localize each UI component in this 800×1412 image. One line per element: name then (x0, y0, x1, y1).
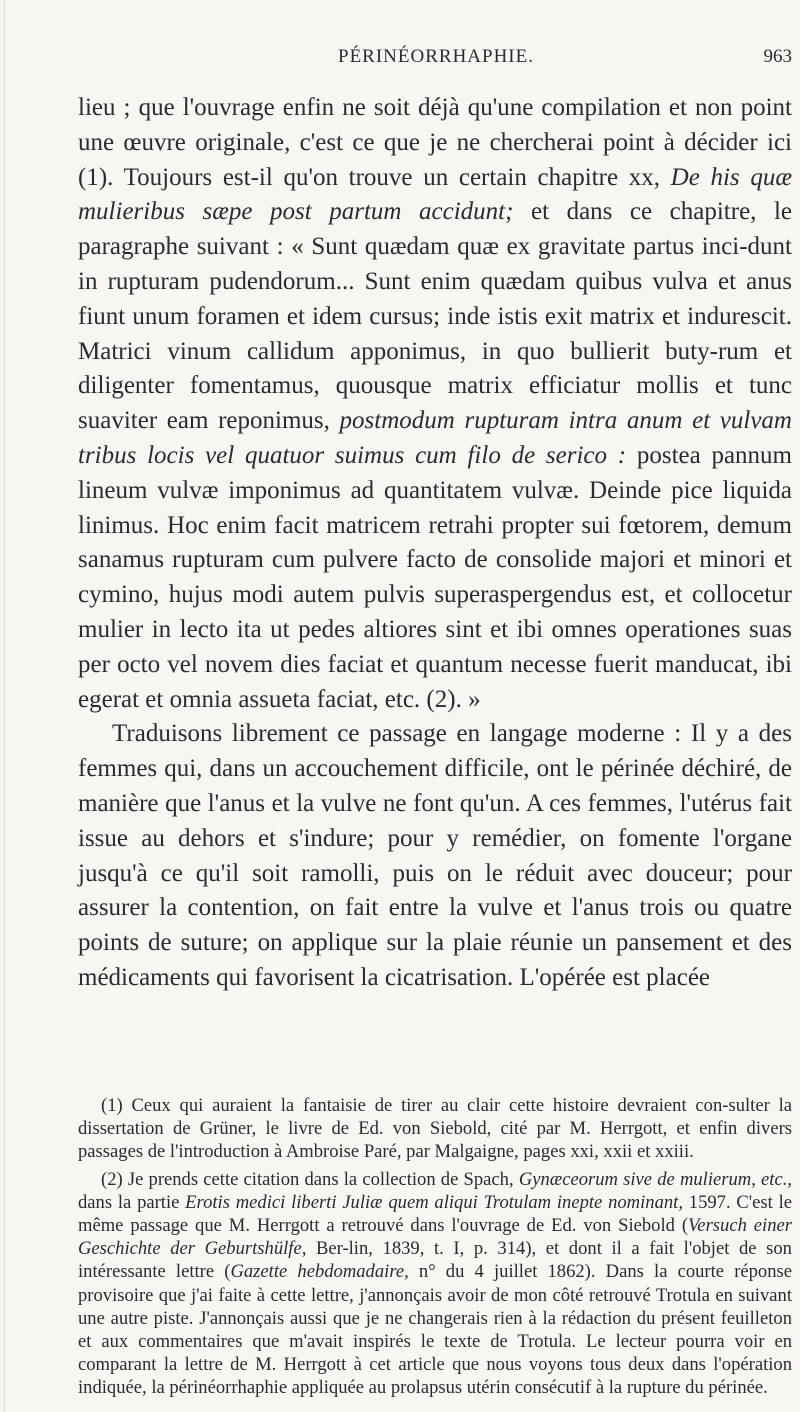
text-run: postea pannum lineum vulvæ imponimus ad quantitatem vulvæ. Deinde pice liquida linimus. Hoc enim facit matricem retrahi propter sui fœtorem, demum sanamus rupturam cum pulvere facto de consolide majori et minori et cymino, hujus modi autem pulvis superaspergendus est, et collocetur mulier in lecto ita ut pedes altiores sint et ibi omnes operationes suas per octo vel novem dies faciat et quantum necesse fuerit manducat, ibi egerat et omnia assueta faciat, etc. (2). » (78, 441, 793, 713)
text-run: 1597. C'est le même passage que M. Herrgott a retrouvé dans l'ouvrage de Ed. von Siebold ( (78, 1191, 792, 1237)
text-run: Ber-lin, 1839, t. I, p. 314), et dont il a fait l'objet de son intéressante lettre ( (78, 1238, 792, 1283)
paragraph-translation: Traduisons librement ce passage en langage moderne : Il y a des femmes qui, dans un accouchement difficile, ont le périnée déchiré, de manière que l'anus et la vulve ne font qu'un. A ces femmes, l'utérus fait issue au dehors et s'indure; pour y remédier, on fomente l'organe jusqu'à ce qu'il soit ramolli, puis on le réduit avec douceur; pour assurer la contention, on fait entre la vulve et l'anus trois ou quatre points de suture; on applique sur la plaie réunie un pansement et des médicaments qui favorisent la cicatrisation. L'opérée est placée (78, 720, 792, 991)
italic-quote: postmodum rupturam intra anum et vulvam tribus locis vel quatuor suimus cum filo de serico : (78, 407, 792, 469)
italic-title: Gazette hebdomadaire, (230, 1261, 409, 1283)
italic-title: De his quæ mulieribus sæpe post partum accidunt; (78, 163, 792, 226)
italic-title: Gynæceorum sive de mulierum, etc., (518, 1168, 792, 1190)
footnotes (78, 1094, 792, 1400)
main-text (78, 91, 792, 996)
text-run: n° du 4 juillet 1862). Dans la courte réponse provisoire que j'ai faite à cette lettre, j'annonçais avoir de mon côté retrouvé Trotula en suivant une autre piste. J'annonçais aussi que je ne changerais rien à la rédaction du présent feuilleton et aux commentaires que m'avait inspirés le texte de Trotula. Le lecteur pourra voir en comparant la lettre de M. Herrgott à cet article que nous voyons tous deux dans l'opération indiquée, la périnéorrhaphie appliquée au prolapsus utérin consécutif à la rupture du périnée. (78, 1261, 793, 1399)
footnote-1: (1) Ceux qui auraient la fantaisie de tirer au clair cette histoire devraient con-sulter la dissertation de Grüner, le livre de Ed. von Siebold, cité par M. Herrgott, et enfin divers passages de l'introduction à Ambroise Paré, par Malgaigne, pages xxi, xxii et xxiii. (78, 1095, 792, 1163)
text-run: et dans ce chapitre, le paragraphe suivant : « Sunt quædam quæ ex gravitate partus inci-dunt in rupturam pudendorum... Sunt enim quædam quibus vulva et anus fiunt unum foramen et idem cursus; inde istis exit matrix et indurescit. Matrici vinum callidum apponimus, in quo bullierit buty-rum et diligenter fomentamus, quousque matrix efficiatur mollis et tunc suaviter eam reponimus, (78, 198, 793, 435)
paragraph-latin-citation (78, 91, 792, 717)
text-run: dans la partie (78, 1191, 186, 1213)
text-run: (2) Je prends cette citation dans la collection de Spach, (101, 1168, 519, 1190)
running-head: PÉRINÉORRHAPHIE. (338, 46, 534, 67)
page-edge-rule (4, 0, 5, 1412)
italic-title: Versuch einer Geschichte der Geburtshülfe, (78, 1215, 792, 1260)
page-number: 963 (763, 46, 792, 67)
text-run: lieu ; que l'ouvrage enfin ne soit déjà qu'une compilation et non point une œuvre originale, c'est ce que je ne chercherai point à décider ici (1). Toujours est-il qu'on trouve un certain chapitre xx, (78, 94, 792, 191)
page-header (78, 46, 794, 70)
footnote-2 (78, 1168, 792, 1400)
italic-title: Erotis medici liberti Juliæ quem aliqui Trotulam inepte nominant, (185, 1191, 683, 1213)
